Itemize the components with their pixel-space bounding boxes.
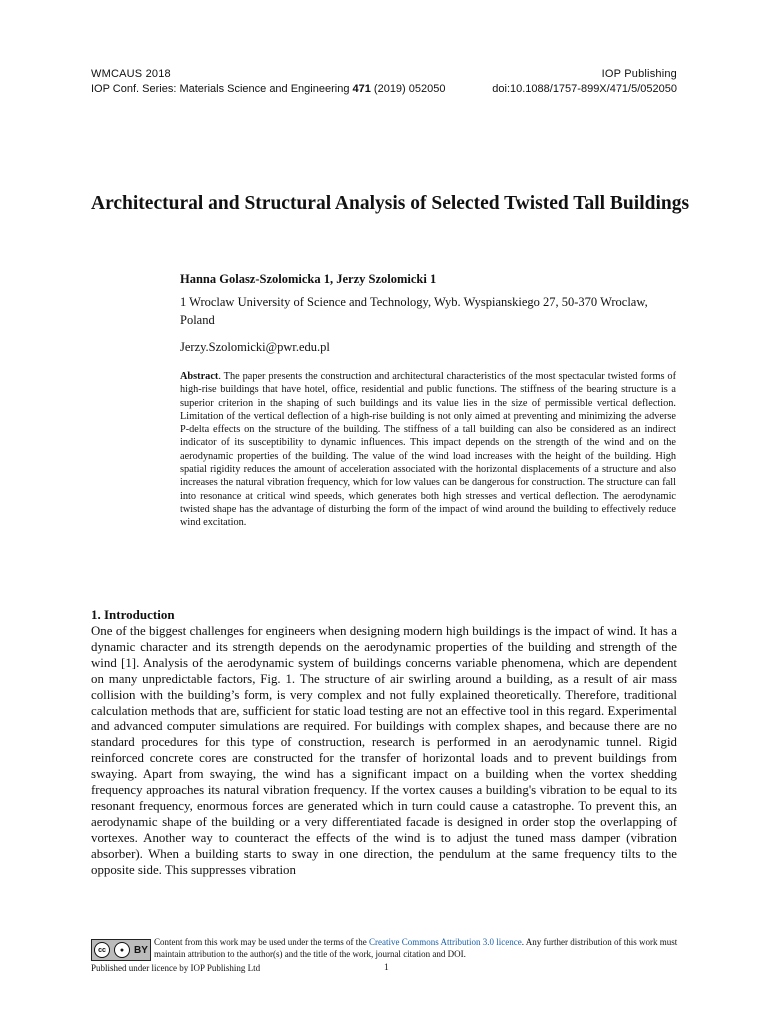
abstract bbox=[180, 370, 676, 530]
affiliation: 1 Wroclaw University of Science and Technology, Wyb. Wyspianskiego 27, 50-370 Wroclaw, Poland bbox=[180, 295, 648, 327]
author-email[interactable]: Jerzy.Szolomicki@pwr.edu.pl bbox=[180, 340, 330, 354]
paper-title: Architectural and Structural Analysis of Selected Twisted Tall Buildings bbox=[91, 193, 690, 214]
abstract-text: . The paper presents the construction and architectural characteristics of the most spectacular twisted forms of high-rise buildings that have hotel, office, residential and public functions. The stiffness of the bearing structure is a superior criterion in the shaping of such buildings and its value lies in the size of permissible vertical deflection. Limitation of the vertical deflection of a high-rise building is not only aimed at preventing and minimizing the adverse P-delta effects on the structure of the building. The stiffness of a tall building can also be considered as an indirect indicator of its susceptibility to dynamic influences. This impact depends on the strength of the wind and on the aerodynamic properties of the building. The value of the wind load increases with the height of the building. High spatial rigidity reduces the amount of acceleration associated with the horizontal displacements of a structure and also increases the natural vibration frequency, which for low values can be dangerous for construction. The structure can fall into resonance at critical wind speeds, which generates both high stresses and vertical deflection. The aerodynamic twisted shape has the advantage of disturbing the form of the impact of wind around the building to effectively reduce wind excitation. bbox=[180, 371, 676, 529]
published-notice: Published under licence by IOP Publishing Ltd bbox=[91, 963, 261, 973]
publisher-name: IOP Publishing bbox=[601, 68, 677, 80]
abstract-label: Abstract bbox=[180, 371, 219, 382]
series-citation: IOP Conf. Series: Materials Science and Engineering 471 (2019) 052050 bbox=[91, 83, 446, 95]
cc-icon: cc bbox=[94, 942, 110, 958]
author-list: Hanna Golasz-Szolomicka 1, Jerzy Szolomicki 1 bbox=[180, 272, 437, 286]
volume-number: 471 bbox=[352, 83, 371, 95]
cc-license-badge[interactable] bbox=[91, 939, 151, 961]
running-header bbox=[91, 68, 677, 80]
doi-text: doi:10.1088/1757-899X/471/5/052050 bbox=[492, 83, 677, 95]
licence-link[interactable]: Creative Commons Attribution 3.0 licence bbox=[368, 937, 522, 947]
page-number: 1 bbox=[384, 963, 389, 973]
introduction-text: One of the biggest challenges for engineers when designing modern high buildings is the impact of wind. It has a dynamic character and its strength depends on the aerodynamic properties of the building and strength of the wind [1]. Analysis of the aerodynamic system of buildings concerns variable phenomena, which are dependent on many unpredictable factors, Fig. 1. The structure of air swirling around a building, as a result of air mass collision with the building’s form, is very complex and not fully explained theoretically. Therefore, traditional calculation methods that are, sufficient for static load testing are not an effective tool in this regard. Experimental and advanced computer simulations are required. For buildings with complex shapes, and because there are no standard procedures for this type of construction, research is performed in an aerodynamic tunnel. Rigid reinforced concrete cores are constructed for the transfer of horizontal loads and to prevent buildings from swaying. Apart from swaying, the wind has a significant impact on a building when the vortex shedding frequency approaches its natural vibration frequency. If the vortex causes a building's vibration to be equal to its resonant frequency, enormous forces are generated which in turn could cause a catastrophe. To prevent this, an aerodynamic shape of the building or a very differentiated facade is designed in order stop the overlapping of vortexes. Another way to counteract the effects of the wind is to adjust the tuned mass damper (vibration absorber). When a building starts to sway in one direction, the pendulum at the same frequency tilts to the opposite side. This suppresses vibration bbox=[91, 624, 677, 877]
conference-name: WMCAUS 2018 bbox=[91, 68, 171, 80]
citation-line bbox=[91, 83, 677, 95]
attribution-icon: ● bbox=[114, 942, 130, 958]
licence-statement: Content from this work may be used under the terms of the Creative Commons Attribution 3.0 licence. Any further distribution of this work must maintain attribution to the author(s) and the title of the work, journal citation and DOI. bbox=[154, 937, 678, 959]
cc-by-label: BY bbox=[134, 944, 148, 956]
section-heading: 1. Introduction bbox=[91, 607, 175, 622]
